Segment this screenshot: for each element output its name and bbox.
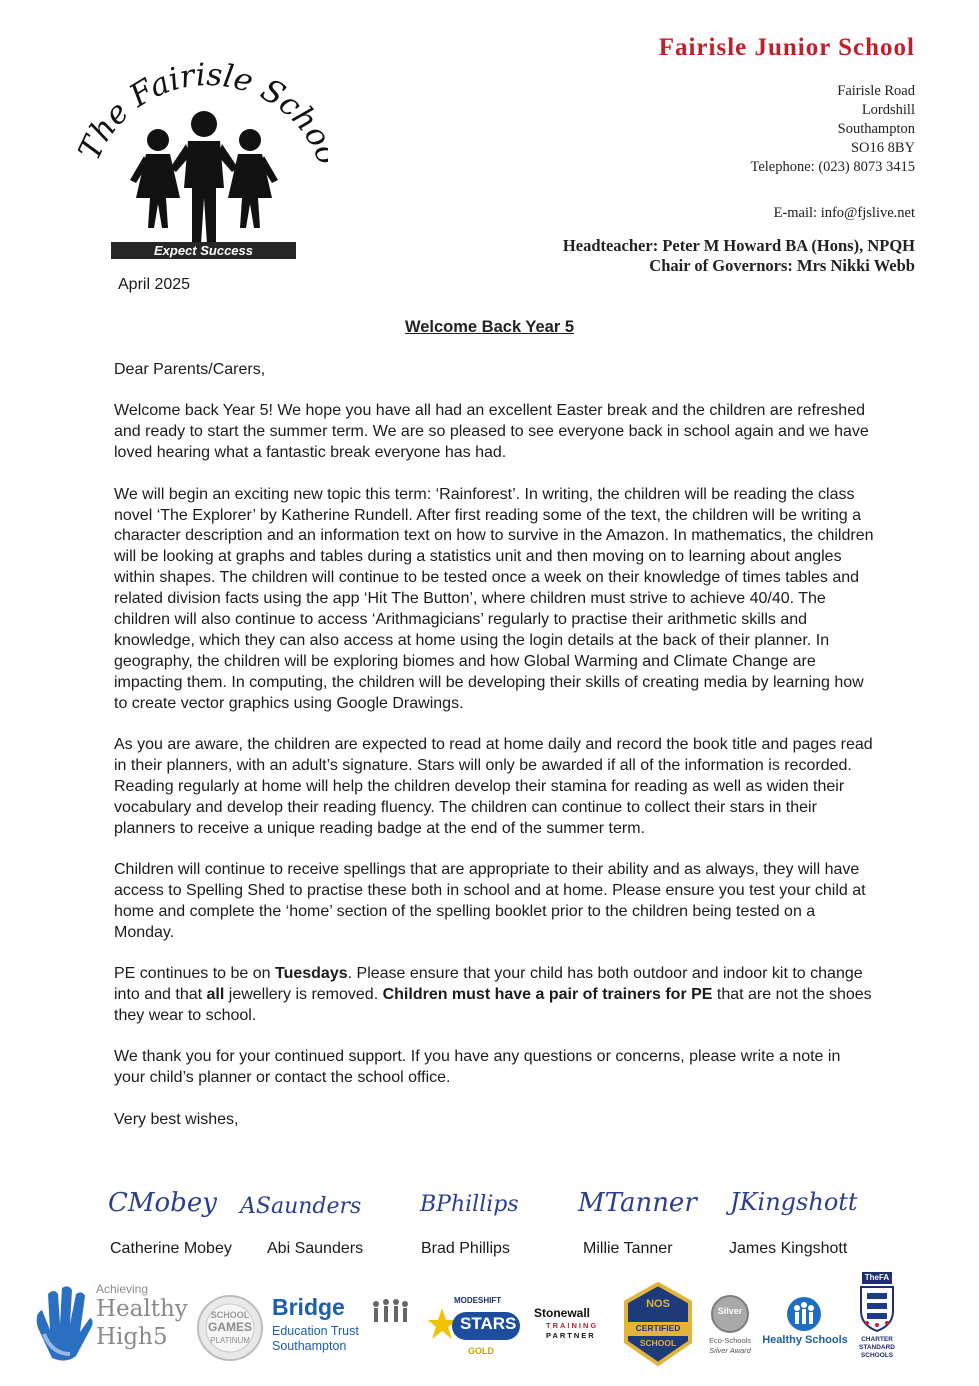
fa-charter-badge [852, 1272, 902, 1366]
address-line: Fairisle Road [837, 83, 915, 99]
healthy-high5-badge [30, 1282, 190, 1366]
signatory-name: Catherine Mobey [110, 1240, 232, 1257]
paragraph-topic: We will begin an exciting new topic this term: ‘Rainforest’. In writing, the children will be reading the class novel ‘The Explorer’ by Katherine Rundell. After first reading some of the text, the children will be writing a character description and an information text on how to survive in the Amazon. In mathematics, the children will be looking at graphs and tables during a statistics unit and then moving on to learning about angles within shapes. The children will continue to be tested once a week on their knowledge of times tables and related division facts using the app ‘Hit The Button’, where children must strive to achieve 40/40. The children will also continue to access ‘Arithmagicians’ regularly to practise their arithmetic skills and knowledge, which they can also access at home using the login details at the back of their planner. In geography, the children will be exploring biomes and how Global Warming and Climate Change are impacting them. In computing, the children will be developing their skills of creating media by learning how to create vector graphics using Google Drawings. [114, 485, 874, 712]
fa-line1: TheFA [862, 1272, 892, 1284]
nos-line1: NOS [646, 1298, 670, 1310]
signature-james-kingshott: JKingshott [730, 1188, 858, 1216]
healthy-schools-figures-icon [784, 1296, 824, 1332]
signoff: Very best wishes, [114, 1110, 239, 1128]
stonewall-line3: PARTNER [546, 1331, 596, 1340]
bridge-trust-badge [270, 1294, 420, 1354]
signatures-row [108, 1188, 868, 1228]
school-games-badge [196, 1294, 264, 1362]
fairisle-schools-logo-graphic [78, 48, 328, 263]
paragraph-pe [114, 964, 874, 1027]
stonewall-badge [534, 1306, 606, 1346]
three-lions-crest-icon [857, 1285, 897, 1333]
signature-brad-phillips: BPhillips [420, 1192, 519, 1217]
signature-catherine-mobey: CMobey [108, 1188, 217, 1218]
hand-icon [30, 1284, 94, 1362]
games-line1: SCHOOL [210, 1310, 250, 1320]
healthy-line1: Achieving [96, 1282, 149, 1296]
eco-line2: Eco-Schools [708, 1336, 752, 1345]
pe-mid: . Please ensure that your child has both outdoor and indoor kit to change into and that [114, 965, 863, 1004]
bridge-line2: Education Trust [272, 1324, 359, 1338]
games-line2: GAMES [207, 1320, 252, 1334]
modeshift-line3: GOLD [468, 1346, 494, 1356]
pe-day: Tuesdays [275, 965, 348, 983]
school-logo [78, 48, 328, 263]
stonewall-line1: Stonewall [534, 1306, 591, 1320]
nos-certified-badge [620, 1282, 696, 1366]
three-children-silhouette-icon [130, 111, 278, 244]
modeshift-line1: MODESHIFT [454, 1296, 502, 1305]
address-line: Southampton [837, 121, 915, 137]
nos-line3: SCHOOL [639, 1338, 677, 1348]
salutation: Dear Parents/Carers, [114, 361, 266, 378]
nos-line2: CERTIFIED [635, 1323, 681, 1333]
address-line: Lordshill [861, 102, 915, 118]
signatory-name: Millie Tanner [583, 1240, 673, 1257]
school-email: E-mail: info@fjslive.net [773, 205, 915, 221]
healthy-schools-label: Healthy Schools [762, 1334, 848, 1346]
stonewall-line2: TRAINING [546, 1321, 599, 1330]
school-name: Fairisle Junior School [658, 34, 915, 61]
signature-millie-tanner: MTanner [578, 1188, 697, 1218]
pe-after-all: jewellery is removed. [224, 986, 383, 1004]
modeshift-stars-badge [428, 1296, 524, 1360]
paragraph-reading: As you are aware, the children are expected to read at home daily and record the book title and pages read in their planners, with an adult’s signature. Stars will only be awarded if all of the information is recorded. Reading regularly at home will help the children develop their stamina for reading as well as widen their vocabulary and develop their reading fluency. The children can continue to collect their stars in their planners to receive a unique reading badge at the end of the summer term. [114, 736, 873, 837]
games-line3: PLATINUM [210, 1336, 250, 1345]
healthy-line2: Healthy [96, 1296, 188, 1322]
fa-line3: STANDARD [859, 1344, 895, 1351]
bridge-figures-icon [370, 1298, 410, 1326]
healthy-line3: High5 [96, 1324, 168, 1350]
logo-motto: Expect Success [111, 242, 296, 259]
pe-end: that are not the shoes they wear to school. [114, 986, 872, 1025]
address-line: SO16 8BY [850, 140, 915, 156]
signatory-names [110, 1240, 870, 1262]
letter-title: Welcome Back Year 5 [404, 318, 575, 336]
pe-trainers-rule: Children must have a pair of trainers for PE [382, 986, 713, 1004]
healthy-schools-badge [762, 1296, 848, 1352]
fa-line2: CHARTER [861, 1336, 893, 1343]
leadership [563, 236, 915, 276]
bridge-line1: Bridge [272, 1294, 345, 1320]
eco-line3: Silver Award [709, 1346, 751, 1355]
telephone-line: Telephone: (023) 8073 3415 [750, 159, 915, 175]
paragraph-spelling: Children will continue to receive spellings that are appropriate to their ability and as always, they will have access to Spelling Shed to practise these both in school and at home. Please ensure you test your child at home and complete the ‘home’ section of the spelling booklet prior to the children being tested on a Monday. [114, 861, 866, 941]
signatory-name: Brad Phillips [421, 1240, 510, 1257]
bridge-line3: Southampton [272, 1339, 347, 1353]
signature-abi-saunders: ASaunders [240, 1194, 362, 1219]
school-address [751, 82, 916, 177]
pe-intro: PE continues to be on [114, 965, 275, 983]
paragraph-welcome: Welcome back Year 5! We hope you have all had an excellent Easter break and the children are refreshed and ready to start the summer term. We are so pleased to see everyone back in school again and we have loved hearing what a fantastic break everyone has had. [114, 402, 869, 462]
modeshift-line2: STARS [460, 1314, 517, 1333]
paragraph-thanks: We thank you for your continued support. If you have any questions or concerns, please write a note in your child’s planner or contact the school office. [114, 1048, 841, 1087]
chair-line: Chair of Governors: Mrs Nikki Webb [649, 256, 915, 275]
letter-date: April 2025 [118, 276, 191, 293]
logo-arc-text: he Fairisle Sch [82, 56, 325, 148]
signatory-name: James Kingshott [729, 1240, 848, 1257]
signatory-name: Abi Saunders [267, 1240, 364, 1257]
eco-schools-badge [702, 1294, 758, 1360]
letter-body [114, 360, 874, 1151]
pe-all: all [206, 986, 225, 1004]
eco-line1: Silver [717, 1306, 743, 1316]
accreditation-badges [0, 1272, 979, 1386]
headteacher-line: Headteacher: Peter M Howard BA (Hons), NPQH [562, 236, 915, 255]
fa-line4: SCHOOLS [860, 1352, 894, 1359]
